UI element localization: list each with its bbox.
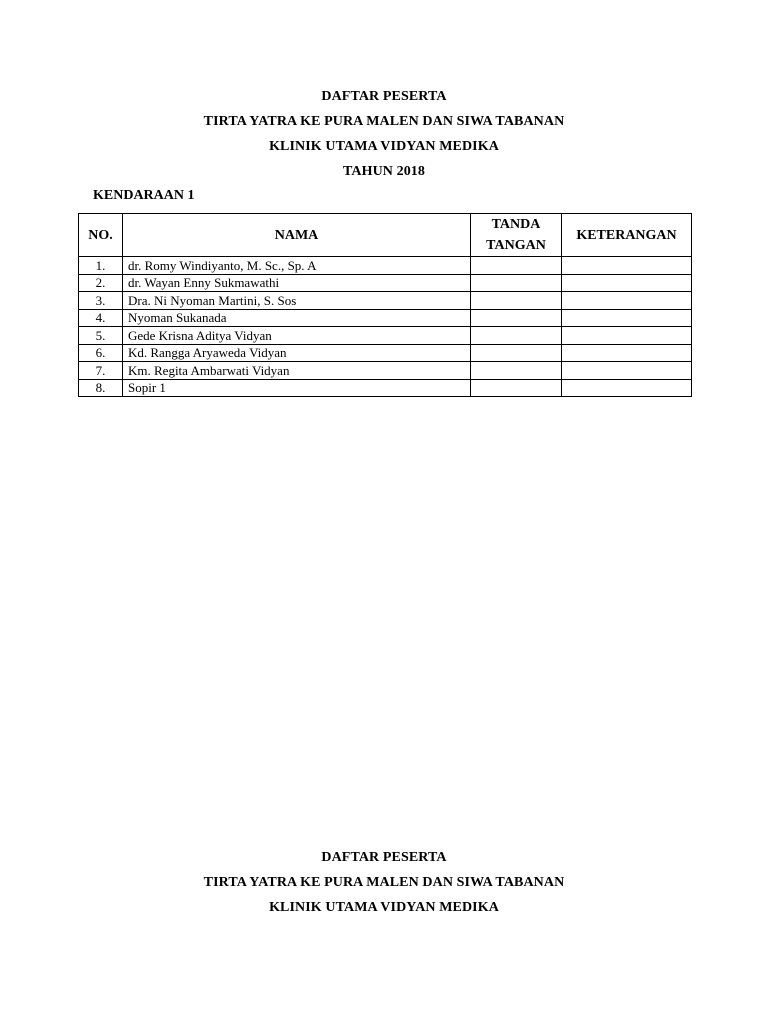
- notes-cell: [562, 274, 692, 292]
- vehicle-label: KENDARAAN 1: [93, 188, 195, 203]
- signature-cell: [471, 292, 562, 310]
- notes-cell: [562, 257, 692, 275]
- column-header-signature: [471, 214, 562, 257]
- column-header-no: NO.: [79, 214, 123, 257]
- signature-cell: [471, 344, 562, 362]
- notes-cell: [562, 292, 692, 310]
- table-header-row: [79, 214, 692, 257]
- notes-cell: [562, 362, 692, 380]
- document-title: DAFTAR PESERTA: [321, 89, 447, 104]
- table-row: [79, 309, 692, 327]
- row-number: 8.: [79, 379, 123, 397]
- table-row: [79, 344, 692, 362]
- table-row: [79, 327, 692, 345]
- participant-name: Kd. Rangga Aryaweda Vidyan: [123, 344, 471, 362]
- signature-cell: [471, 309, 562, 327]
- notes-cell: [562, 309, 692, 327]
- table-row: [79, 379, 692, 397]
- column-header-signature-line1: TANDA: [491, 217, 541, 232]
- table-row: [79, 292, 692, 310]
- column-header-name: NAMA: [123, 214, 471, 257]
- signature-cell: [471, 362, 562, 380]
- participant-name: Sopir 1: [123, 379, 471, 397]
- document-title-page2: DAFTAR PESERTA: [321, 850, 447, 865]
- row-number: 4.: [79, 309, 123, 327]
- participant-name: dr. Wayan Enny Sukmawathi: [123, 274, 471, 292]
- organizer-title-page2: KLINIK UTAMA VIDYAN MEDIKA: [269, 900, 499, 915]
- row-number: 2.: [79, 274, 123, 292]
- organizer-title: KLINIK UTAMA VIDYAN MEDIKA: [269, 139, 499, 154]
- participant-name: Dra. Ni Nyoman Martini, S. Sos: [123, 292, 471, 310]
- column-header-notes: KETERANGAN: [562, 214, 692, 257]
- participant-name: Gede Krisna Aditya Vidyan: [123, 327, 471, 345]
- notes-cell: [562, 344, 692, 362]
- signature-cell: [471, 379, 562, 397]
- signature-cell: [471, 274, 562, 292]
- participants-table: [78, 213, 692, 397]
- event-title: TIRTA YATRA KE PURA MALEN DAN SIWA TABANAN: [203, 114, 565, 129]
- row-number: 6.: [79, 344, 123, 362]
- column-header-signature-line2: TANGAN: [486, 238, 546, 253]
- row-number: 1.: [79, 257, 123, 275]
- year-title: TAHUN 2018: [342, 164, 426, 179]
- participant-name: dr. Romy Windiyanto, M. Sc., Sp. A: [123, 257, 471, 275]
- row-number: 3.: [79, 292, 123, 310]
- signature-cell: [471, 327, 562, 345]
- table-row: [79, 362, 692, 380]
- table-row: [79, 257, 692, 275]
- participant-name: Nyoman Sukanada: [123, 309, 471, 327]
- participant-name: Km. Regita Ambarwati Vidyan: [123, 362, 471, 380]
- table-row: [79, 274, 692, 292]
- row-number: 5.: [79, 327, 123, 345]
- signature-cell: [471, 257, 562, 275]
- event-title-page2: TIRTA YATRA KE PURA MALEN DAN SIWA TABANAN: [203, 875, 565, 890]
- row-number: 7.: [79, 362, 123, 380]
- notes-cell: [562, 327, 692, 345]
- participants-table-body: [79, 257, 692, 397]
- notes-cell: [562, 379, 692, 397]
